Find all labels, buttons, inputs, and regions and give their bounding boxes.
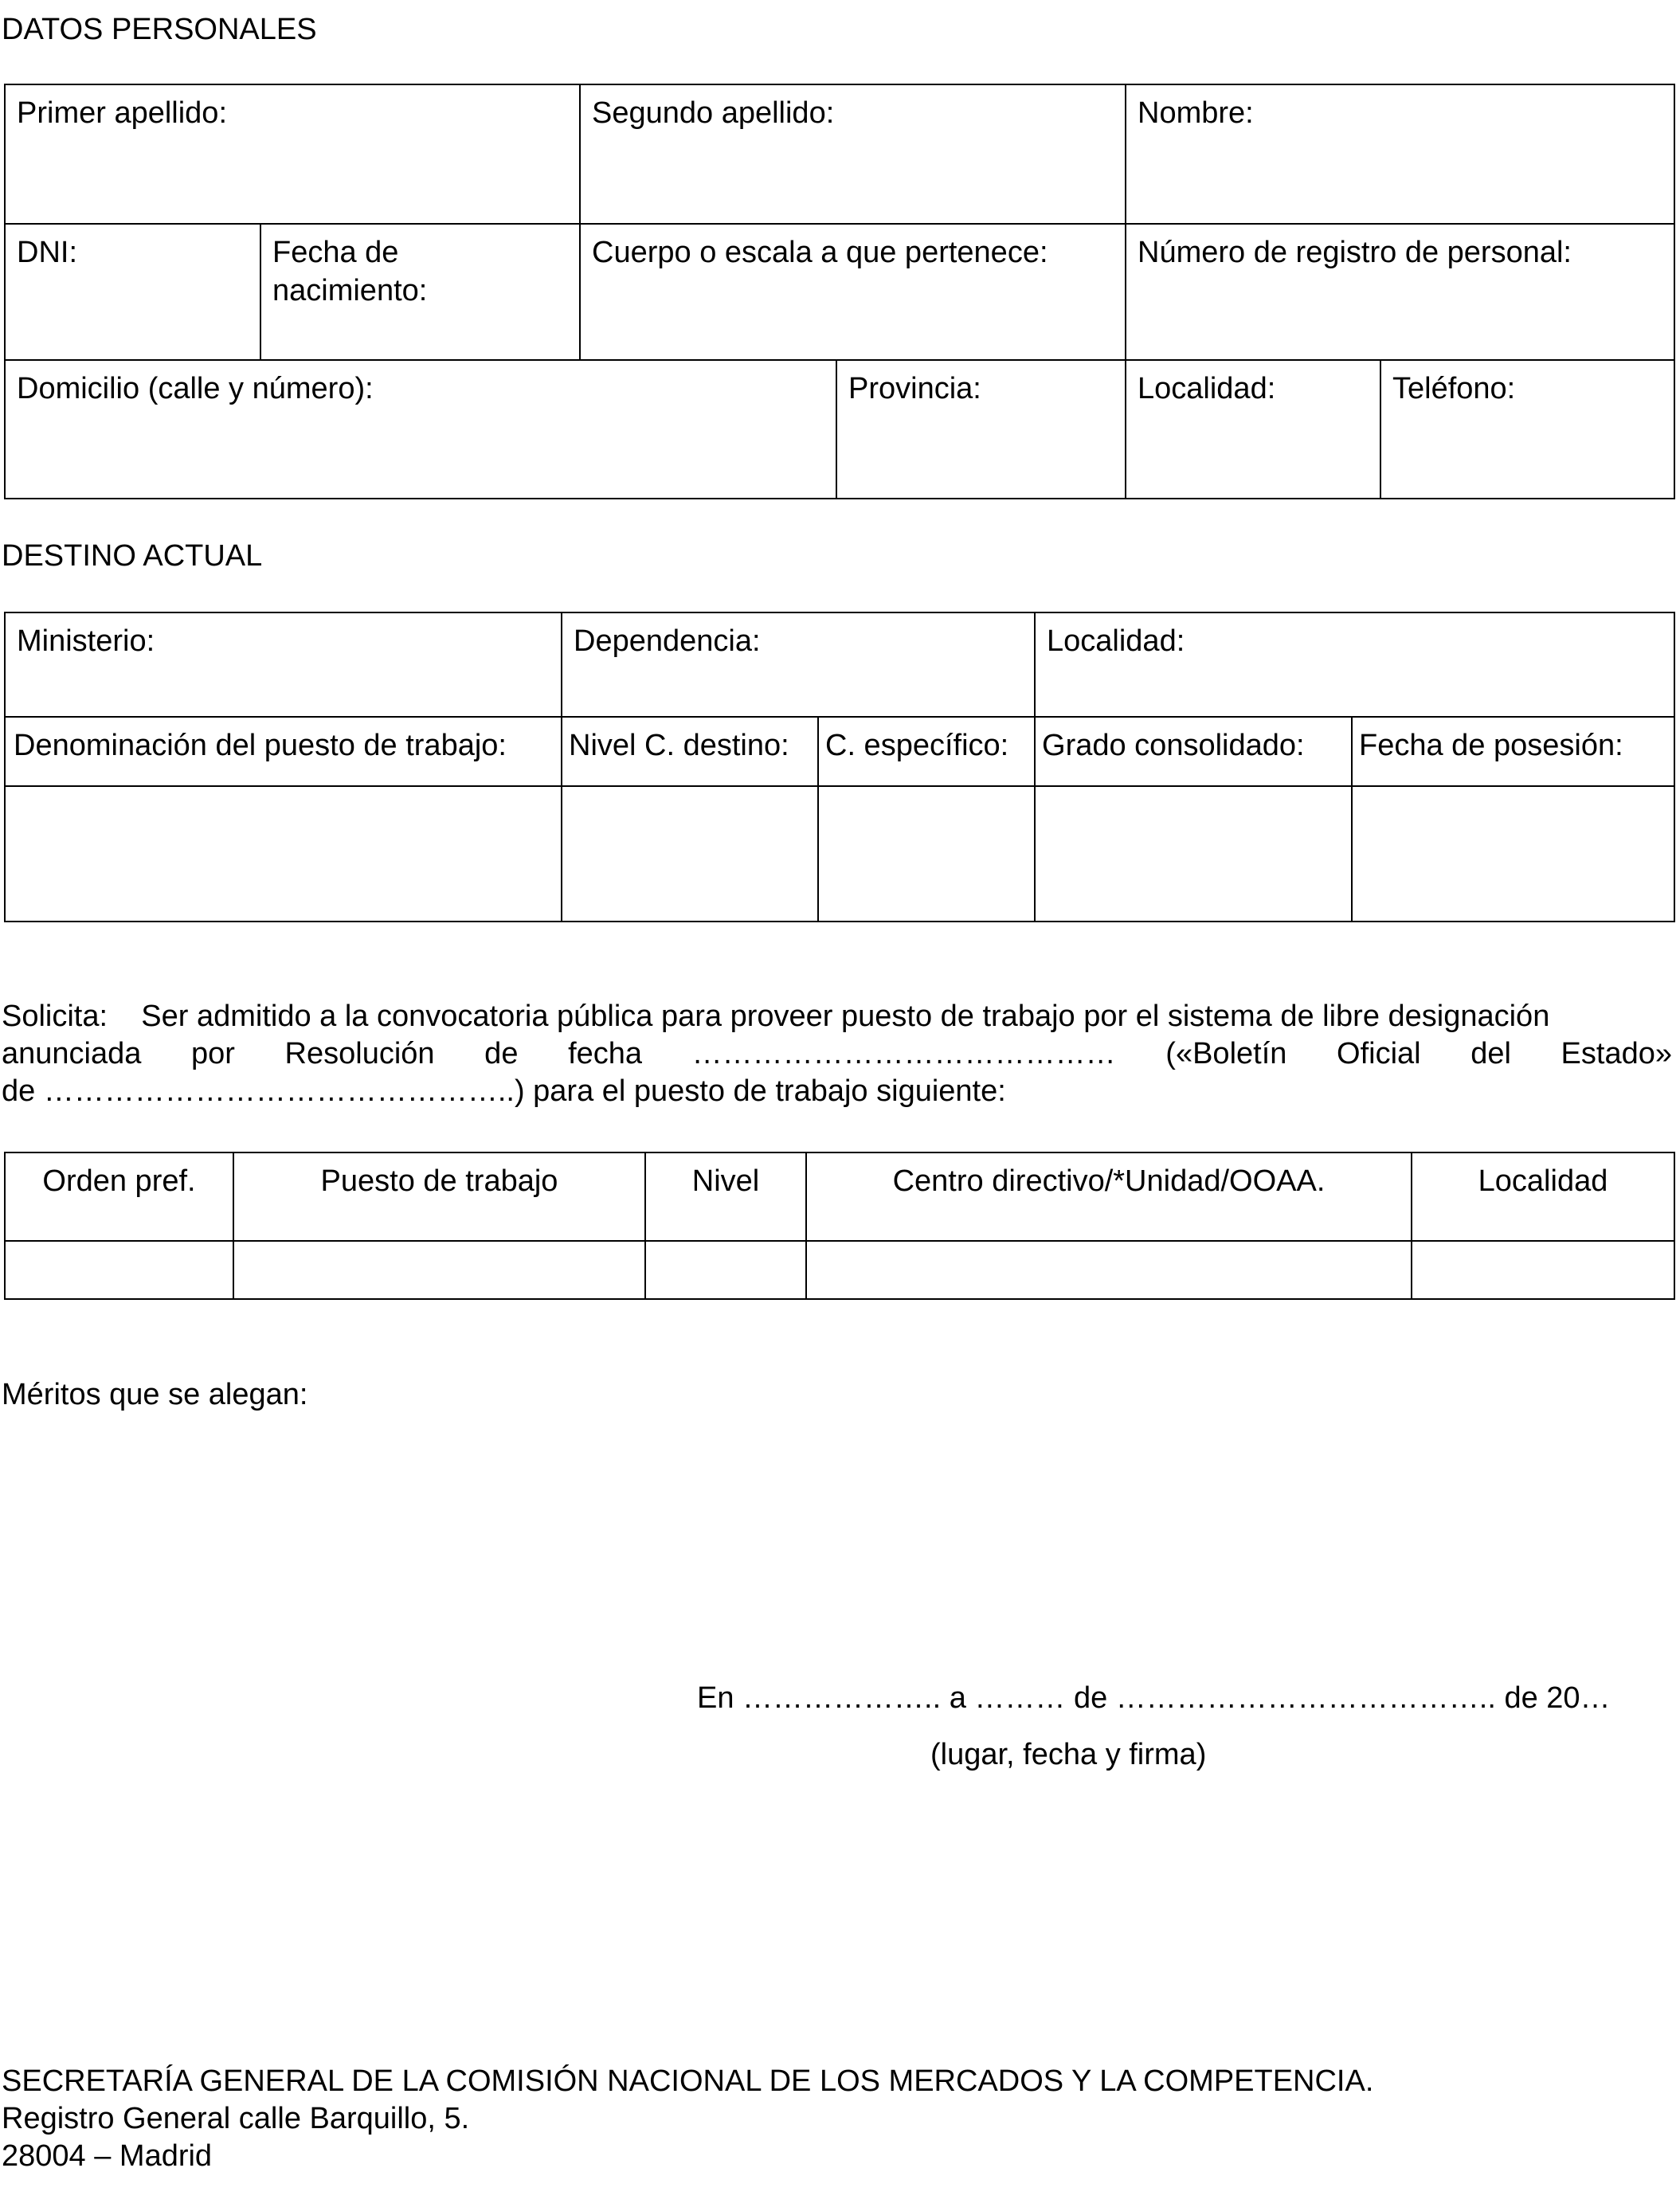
provincia-field[interactable] [836, 360, 1126, 499]
localidad-destino-field[interactable] [1035, 612, 1674, 717]
solicita-line-1: Solicita: Ser admitido a la convocatoria pública para proveer puesto de trabajo por el sistema de libre designación [2, 1000, 1550, 1033]
registro-personal-label: Número de registro de personal: [1138, 236, 1572, 269]
nivel-cell[interactable] [645, 1241, 806, 1299]
provincia-label: Provincia: [848, 372, 981, 405]
domicilio-field[interactable] [5, 360, 836, 499]
dependencia-field[interactable] [562, 612, 1035, 717]
segundo-apellido-label: Segundo apellido: [592, 96, 835, 130]
cuerpo-field[interactable] [580, 224, 1126, 360]
telefono-field[interactable] [1380, 360, 1674, 499]
localidad-label: Localidad: [1138, 372, 1276, 405]
nivel-destino-header: Nivel C. destino: [562, 717, 818, 786]
centro-directivo-cell[interactable] [806, 1241, 1412, 1299]
destino-actual-table [4, 612, 1675, 922]
footer-organismo: SECRETARÍA GENERAL DE LA COMISIÓN NACIONAL DE LOS MERCADOS Y LA COMPETENCIA. [2, 2064, 1374, 2098]
especifico-value[interactable] [818, 786, 1035, 922]
registro-personal-field[interactable] [1126, 224, 1674, 360]
fecha-posesion-value[interactable] [1352, 786, 1674, 922]
header-localidad: Localidad [1412, 1152, 1674, 1241]
header-nivel: Nivel [645, 1152, 806, 1241]
denominacion-header: Denominación del puesto de trabajo: [5, 717, 562, 786]
puesto-trabajo-cell[interactable] [233, 1241, 645, 1299]
dependencia-label: Dependencia: [574, 624, 761, 658]
nombre-label: Nombre: [1138, 96, 1254, 130]
domicilio-label: Domicilio (calle y número): [17, 372, 374, 405]
solicita-line-3: de ………………………………………..) para el puesto de trabajo siguiente: [2, 1074, 1006, 1108]
fecha-nacimiento-label: Fecha de nacimiento: [272, 236, 428, 307]
solicita-line-2: anunciada por Resolución de fecha …………………………………… («Boletín Oficial del Estado» [2, 1037, 1672, 1070]
firma-line: En ……………….. a ……… de ……………………………….. de 20… [697, 1681, 1611, 1715]
meritos-area[interactable] [2, 1422, 1672, 1661]
ministerio-field[interactable] [5, 612, 562, 717]
footer-ciudad: 28004 – Madrid [2, 2139, 213, 2173]
cuerpo-label: Cuerpo o escala a que pertenece: [592, 236, 1048, 269]
dni-field[interactable] [5, 224, 260, 360]
fecha-nacimiento-field[interactable] [260, 224, 580, 360]
footer-direccion: Registro General calle Barquillo, 5. [2, 2102, 470, 2135]
datos-personales-table [4, 84, 1675, 499]
especifico-header: C. específico: [818, 717, 1035, 786]
grado-header: Grado consolidado: [1035, 717, 1352, 786]
grado-value[interactable] [1035, 786, 1352, 922]
segundo-apellido-field[interactable] [580, 84, 1126, 224]
orden-pref-cell[interactable] [5, 1241, 233, 1299]
localidad-destino-label: Localidad: [1047, 624, 1185, 658]
fecha-posesion-header: Fecha de posesión: [1352, 717, 1674, 786]
ministerio-label: Ministerio: [17, 624, 155, 658]
header-centro-directivo: Centro directivo/*Unidad/OOAA. [806, 1152, 1412, 1241]
firma-caption: (lugar, fecha y firma) [930, 1738, 1207, 1771]
puestos-table [4, 1152, 1675, 1300]
header-orden-pref: Orden pref. [5, 1152, 233, 1241]
header-puesto-trabajo: Puesto de trabajo [233, 1152, 645, 1241]
section-title-datos-personales: DATOS PERSONALES [2, 13, 317, 46]
telefono-label: Teléfono: [1392, 372, 1516, 405]
primer-apellido-label: Primer apellido: [17, 96, 227, 130]
localidad-field[interactable] [1126, 360, 1380, 499]
localidad-cell[interactable] [1412, 1241, 1674, 1299]
denominacion-value[interactable] [5, 786, 562, 922]
nombre-field[interactable] [1126, 84, 1674, 224]
meritos-label: Méritos que se alegan: [2, 1378, 308, 1411]
nivel-destino-value[interactable] [562, 786, 818, 922]
dni-label: DNI: [17, 236, 77, 269]
primer-apellido-field[interactable] [5, 84, 580, 224]
section-title-destino-actual: DESTINO ACTUAL [2, 539, 263, 573]
